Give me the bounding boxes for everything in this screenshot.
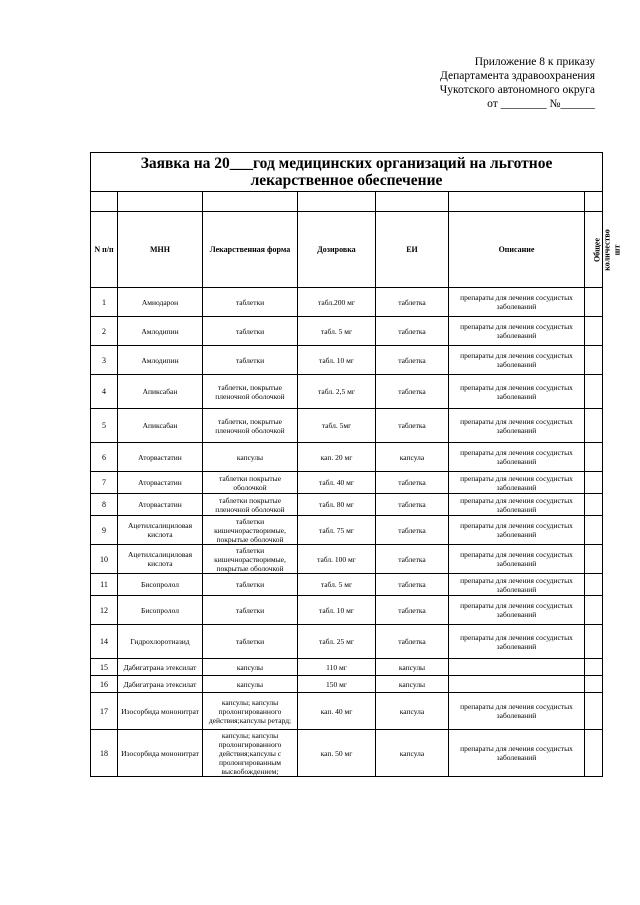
cell-dose: табл. 40 мг [298, 472, 376, 494]
cell-ei: капсулы [376, 659, 449, 676]
col-header-num: N п/п [91, 212, 118, 288]
table-row [91, 596, 603, 625]
cell-dose: кап. 40 мг [298, 693, 376, 730]
header-line-1: Приложение 8 к приказу [474, 56, 595, 68]
cell-desc: препараты для лечения сосудистых заболеваний [449, 516, 585, 545]
cell-total [585, 693, 603, 730]
cell-total [585, 346, 603, 375]
cell-num: 4 [91, 375, 118, 409]
header-line-2: Департамента здравоохранения [440, 70, 595, 82]
col-header-total [585, 212, 622, 288]
cell-form: таблетки [203, 574, 298, 596]
cell-total [585, 730, 603, 777]
cell-mnn: Гидрохлоротиазид [118, 625, 203, 659]
cell-dose: кап. 20 мг [298, 443, 376, 472]
cell-ei: таблетка [376, 574, 449, 596]
col-header-mnn: МНН [118, 212, 203, 288]
col-header-dose: Дозировка [298, 212, 376, 288]
cell-ei: таблетка [376, 346, 449, 375]
cell-form: таблетки [203, 288, 298, 317]
cell-num: 12 [91, 596, 118, 625]
cell-form: таблетки, покрытые пленочной оболочкой [203, 375, 298, 409]
table-row [91, 375, 603, 409]
cell-mnn: Апиксабан [118, 409, 203, 443]
table-row [91, 659, 603, 676]
cell-desc: препараты для лечения сосудистых заболеваний [449, 625, 585, 659]
cell-mnn: Аторвастатин [118, 443, 203, 472]
cell-dose: табл. 10 мг [298, 346, 376, 375]
cell-form: таблетки покрытые пленочной оболочкой [203, 494, 298, 516]
cell-desc [449, 659, 585, 676]
col-header-desc: Описание [449, 212, 585, 288]
spacer-row [91, 192, 603, 212]
cell-mnn: Аторвастатин [118, 494, 203, 516]
cell-desc: препараты для лечения сосудистых заболеваний [449, 375, 585, 409]
table-row [91, 693, 603, 730]
cell-form: таблетки [203, 317, 298, 346]
cell-ei: таблетка [376, 516, 449, 545]
cell-desc: препараты для лечения сосудистых заболеваний [449, 443, 585, 472]
cell-ei: таблетка [376, 545, 449, 574]
cell-form: капсулы; капсулы пролонгированного действия;капсулы с пролонгированным высвобождением; [203, 730, 298, 777]
cell-desc: препараты для лечения сосудистых заболеваний [449, 317, 585, 346]
cell-form: таблетки [203, 346, 298, 375]
cell-num: 15 [91, 659, 118, 676]
cell-dose: кап. 50 мг [298, 730, 376, 777]
cell-num: 16 [91, 676, 118, 693]
cell-desc: препараты для лечения сосудистых заболеваний [449, 693, 585, 730]
cell-total [585, 676, 603, 693]
cell-dose: табл. 5 мг [298, 574, 376, 596]
header-line-4: от ________ №______ [487, 98, 595, 110]
cell-desc: препараты для лечения сосудистых заболеваний [449, 346, 585, 375]
cell-form: таблетки [203, 596, 298, 625]
cell-form: таблетки кишечнорастворимые, покрытые оболочкой [203, 516, 298, 545]
cell-dose: табл. 2,5 мг [298, 375, 376, 409]
cell-total [585, 443, 603, 472]
table-row [91, 346, 603, 375]
table-row [91, 730, 603, 777]
cell-mnn: Аторвастатин [118, 472, 203, 494]
cell-form: таблетки кишечнорастворимые, покрытые оболочкой [203, 545, 298, 574]
cell-desc: препараты для лечения сосудистых заболеваний [449, 596, 585, 625]
cell-dose: табл. 100 мг [298, 545, 376, 574]
cell-total [585, 659, 603, 676]
cell-form: таблетки [203, 625, 298, 659]
cell-mnn: Ацетилсалициловая кислота [118, 516, 203, 545]
col-header-total-line1: Общее [592, 237, 602, 262]
cell-num: 18 [91, 730, 118, 777]
cell-mnn: Амлодипин [118, 317, 203, 346]
cell-total [585, 494, 603, 516]
cell-mnn: Бисопролол [118, 596, 203, 625]
cell-num: 7 [91, 472, 118, 494]
cell-total [585, 545, 603, 574]
cell-mnn: Дабигатрана этексилат [118, 676, 203, 693]
cell-num: 3 [91, 346, 118, 375]
cell-ei: таблетка [376, 375, 449, 409]
cell-mnn: Апиксабан [118, 375, 203, 409]
table-row [91, 545, 603, 574]
table-row [91, 494, 603, 516]
cell-dose: табл.200 мг [298, 288, 376, 317]
cell-desc: препараты для лечения сосудистых заболеваний [449, 472, 585, 494]
cell-dose: 150 мг [298, 676, 376, 693]
cell-num: 17 [91, 693, 118, 730]
cell-ei: таблетка [376, 596, 449, 625]
table-row [91, 317, 603, 346]
cell-mnn: Изосорбида мононитрат [118, 730, 203, 777]
cell-desc: препараты для лечения сосудистых заболеваний [449, 730, 585, 777]
header-line-3: Чукотского автономного округа [439, 84, 595, 96]
table-row [91, 443, 603, 472]
cell-ei: таблетка [376, 494, 449, 516]
cell-total [585, 317, 603, 346]
col-header-total-line2: количество [602, 228, 612, 271]
cell-num: 6 [91, 443, 118, 472]
cell-desc [449, 676, 585, 693]
cell-total [585, 596, 603, 625]
cell-dose: 110 мг [298, 659, 376, 676]
cell-num: 14 [91, 625, 118, 659]
appendix-header [440, 55, 595, 111]
cell-total [585, 574, 603, 596]
cell-mnn: Амлодипин [118, 346, 203, 375]
cell-total [585, 409, 603, 443]
cell-desc: препараты для лечения сосудистых заболеваний [449, 288, 585, 317]
cell-num: 11 [91, 574, 118, 596]
table-row [91, 288, 603, 317]
col-header-total-line3: шт [612, 244, 622, 255]
cell-total [585, 375, 603, 409]
cell-desc: препараты для лечения сосудистых заболеваний [449, 409, 585, 443]
cell-form: капсулы [203, 659, 298, 676]
cell-total [585, 288, 603, 317]
cell-dose: табл. 5 мг [298, 317, 376, 346]
cell-num: 10 [91, 545, 118, 574]
cell-total [585, 516, 603, 545]
table-body [91, 288, 603, 777]
table-row [91, 574, 603, 596]
cell-mnn: Дабигатрана этексилат [118, 659, 203, 676]
cell-form: таблетки покрытые оболочкой [203, 472, 298, 494]
cell-num: 1 [91, 288, 118, 317]
table-row [91, 409, 603, 443]
cell-desc: препараты для лечения сосудистых заболеваний [449, 574, 585, 596]
cell-ei: таблетка [376, 625, 449, 659]
cell-form: капсулы [203, 676, 298, 693]
cell-ei: капсула [376, 730, 449, 777]
cell-form: таблетки, покрытые пленочной оболочкой [203, 409, 298, 443]
table-title: Заявка на 20___год медицинских организаций на льготное лекарственное обеспечение [91, 153, 603, 192]
cell-dose: табл. 25 мг [298, 625, 376, 659]
cell-ei: капсулы [376, 676, 449, 693]
cell-num: 9 [91, 516, 118, 545]
table-row [91, 472, 603, 494]
table-row [91, 516, 603, 545]
cell-dose: табл. 10 мг [298, 596, 376, 625]
cell-num: 2 [91, 317, 118, 346]
cell-desc: препараты для лечения сосудистых заболеваний [449, 545, 585, 574]
cell-num: 5 [91, 409, 118, 443]
cell-desc: препараты для лечения сосудистых заболеваний [449, 494, 585, 516]
cell-total [585, 472, 603, 494]
cell-num: 8 [91, 494, 118, 516]
cell-ei: таблетка [376, 409, 449, 443]
cell-mnn: Амиодарон [118, 288, 203, 317]
cell-dose: табл. 80 мг [298, 494, 376, 516]
cell-mnn: Бисопролол [118, 574, 203, 596]
col-header-form: Лекарственная форма [203, 212, 298, 288]
table-row [91, 625, 603, 659]
cell-ei: таблетка [376, 472, 449, 494]
cell-mnn: Ацетилсалициловая кислота [118, 545, 203, 574]
request-table [90, 152, 622, 777]
cell-ei: таблетка [376, 317, 449, 346]
column-header-row [91, 212, 603, 288]
cell-ei: капсула [376, 443, 449, 472]
col-header-ei: ЕИ [376, 212, 449, 288]
cell-ei: капсула [376, 693, 449, 730]
table-row [91, 676, 603, 693]
cell-form: капсулы [203, 443, 298, 472]
cell-total [585, 625, 603, 659]
cell-form: капсулы; капсулы пролонгированного действия;капсулы ретард; [203, 693, 298, 730]
cell-dose: табл. 75 мг [298, 516, 376, 545]
cell-mnn: Изосорбида мононитрат [118, 693, 203, 730]
cell-ei: таблетка [376, 288, 449, 317]
cell-dose: табл. 5мг [298, 409, 376, 443]
